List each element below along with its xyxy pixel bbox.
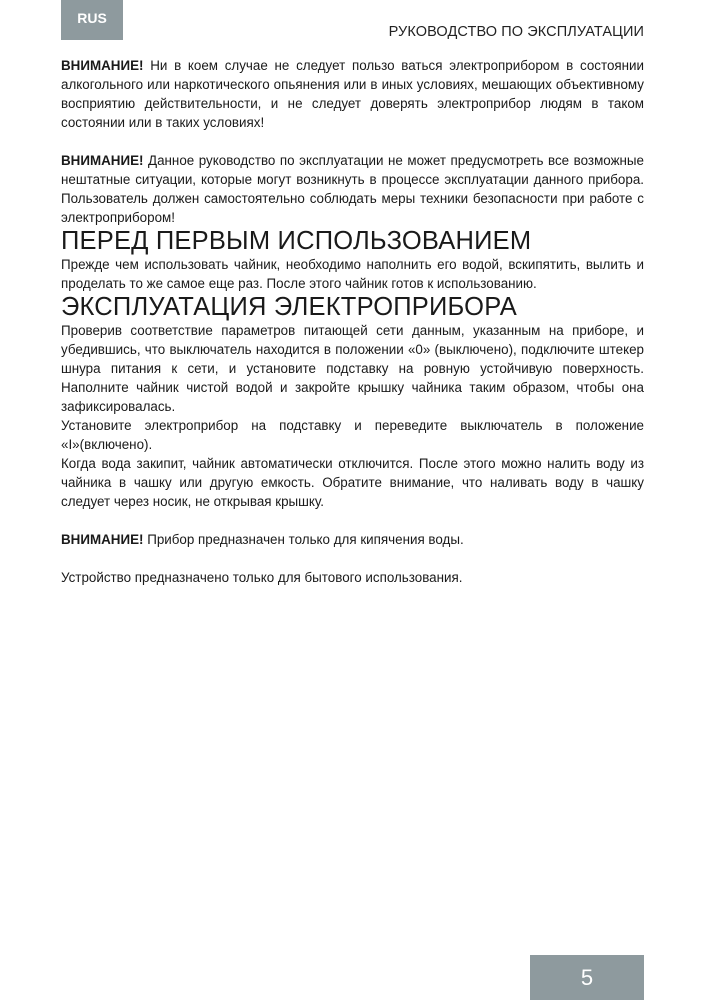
first-use-paragraph: Прежде чем использовать чайник, необходимо наполнить его водой, вскипятить, вылить и проделать то же самое еще раз. После этого чайник готов к использованию. [61, 257, 644, 291]
section-heading-first-use: ПЕРЕД ПЕРВЫМ ИСПОЛЬЗОВАНИЕМ [61, 227, 532, 255]
page-content [61, 56, 644, 587]
warning-label: ВНИМАНИЕ! [61, 58, 144, 73]
page-number: 5 [530, 955, 644, 1000]
language-tab: RUS [61, 0, 123, 40]
operation-paragraph: Установите электроприбор на подставку и переведите выключатель в положение «I»(включено). [61, 418, 644, 452]
warning-label: ВНИМАНИЕ! [61, 153, 144, 168]
manual-title: РУКОВОДСТВО ПО ЭКСПЛУАТАЦИИ [388, 24, 644, 40]
warning-label: ВНИМАНИЕ! [61, 532, 144, 547]
household-use-note: Устройство предназначено только для бытового использования. [61, 570, 463, 585]
warning-text: Данное руководство по эксплуатации не может предусмотреть все возможные нештатные ситуации, которые могут возникнуть в процессе эксплуатации данного прибора. Пользователь должен самостоятельно соблюдать меры техники безопасности при работе с электроприбором! [61, 153, 644, 225]
warning-paragraph [61, 56, 644, 132]
warning-paragraph [61, 151, 644, 227]
warning-paragraph [61, 530, 644, 549]
operation-paragraph: Когда вода закипит, чайник автоматически отключится. После этого можно налить воду из чайника в чашку или другую емкость. Обратите внимание, что наливать воду в чашку следует через носик, не открывая крышку. [61, 456, 644, 509]
warning-text: Ни в коем случае не следует пользо ваться электроприбором в состоянии алкогольного или наркотического опьянения или в иных условиях, мешающих объективному восприятию действительности, и не следует доверять электроприбор людям в таком состоянии или в таких условиях! [61, 58, 644, 130]
section-heading-operation: ЭКСПЛУАТАЦИЯ ЭЛЕКТРОПРИБОРА [61, 293, 517, 321]
operation-paragraph: Проверив соответствие параметров питающей сети данным, указанным на приборе, и убедившись, что выключатель находится в положении «0» (выключено), подключите штекер шнура питания к сети, и установите подставку на ровную устойчивую поверхность. Наполните чайник чистой водой и закройте крышку чайника таким образом, чтобы она зафиксировалась. [61, 323, 644, 414]
warning-text: Прибор предназначен только для кипячения воды. [143, 532, 464, 547]
